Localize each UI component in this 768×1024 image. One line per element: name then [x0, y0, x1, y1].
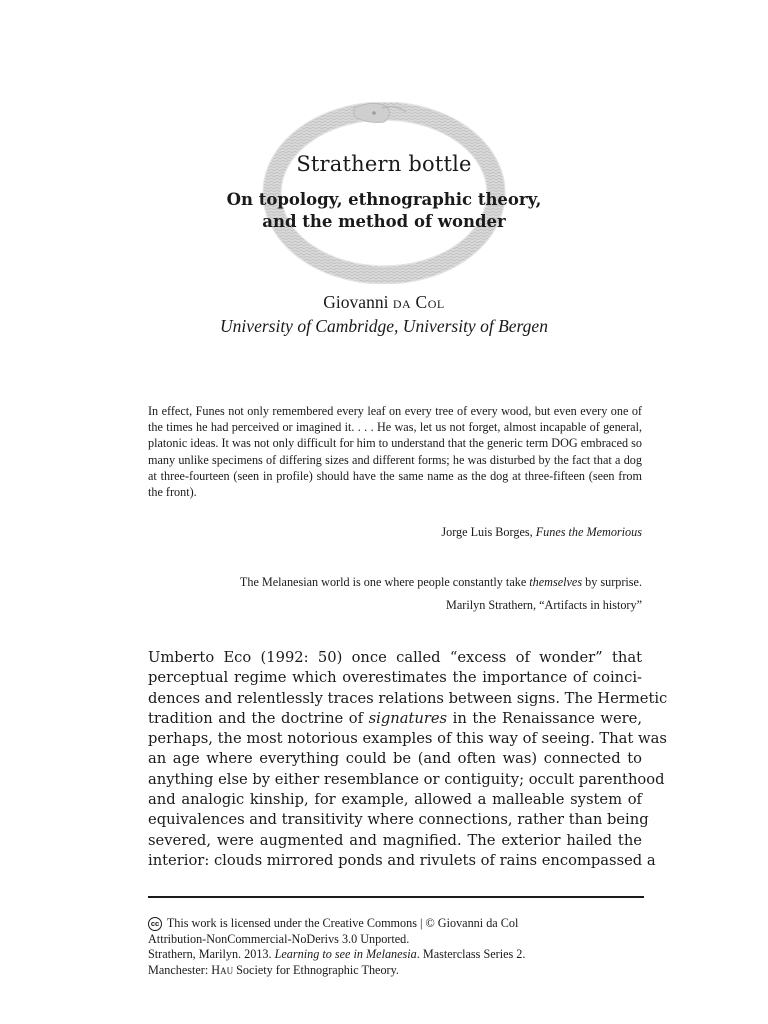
- body-line: an age where everything could be (and often was) connected to: [148, 750, 642, 768]
- epigraph-text-end: by surprise.: [582, 575, 642, 589]
- citation-line: [148, 947, 642, 963]
- author-affiliation: University of Cambridge, University of Bergen: [220, 316, 548, 336]
- author-name: [0, 292, 768, 313]
- attribution-work-title: Funes the Memorious: [535, 525, 642, 539]
- publisher-name: Hau: [211, 962, 234, 977]
- license-line-2: Attribution-NonCommercial-NoDerivs 3.0 Unported.: [148, 931, 410, 946]
- body-paragraph: [148, 648, 668, 871]
- epigraph-borges: In effect, Funes not only remembered every leaf on every tree of every wood, but even every one of the times he had perceived or imagined it. . . . He was, let us not forget, almost incapable of general, platonic ideas. It was not only difficult for him to understand that the generic term DOG embraced so many unlike specimens of differing sizes and different forms; he was disturbed by the fact that a dog at three-fourteen (seen in profile) should have the same name as the dog at three-fifteen (seen from the front).: [148, 404, 642, 500]
- body-line: tradition and the doctrine of signatures in the Renaissance were,: [148, 709, 643, 727]
- citation-series: . Masterclass Series 2.: [416, 947, 526, 961]
- epigraph-emphasis: themselves: [529, 575, 583, 589]
- publisher-line: [148, 963, 642, 979]
- footer-license: [148, 916, 642, 978]
- footer-divider: [148, 896, 644, 898]
- attribution-author: Jorge Luis Borges,: [441, 525, 536, 539]
- body-line: perceptual regime which overestimates the importance of coinci-: [148, 669, 642, 687]
- epigraph-strathern-attribution: Marilyn Strathern, “Artifacts in history”: [446, 598, 642, 612]
- article-subtitle-line-2: and the method of wonder: [262, 212, 506, 231]
- epigraph-strathern: [148, 575, 642, 590]
- author-family-name: Col: [415, 292, 445, 312]
- publisher-rest: Society for Ethnographic Theory.: [233, 962, 399, 977]
- body-line: dences and relentlessly traces relations between signs. The Hermetic: [148, 689, 668, 707]
- body-line: equivalences and transitivity where connections, rather than being: [148, 811, 649, 829]
- citation-title: Learning to see in Melanesia: [274, 947, 417, 961]
- creative-commons-icon: cc: [148, 917, 162, 931]
- author-given-name: Giovanni: [323, 292, 389, 312]
- epigraph-text: The Melanesian world is one where people constantly take: [239, 575, 530, 589]
- publisher-city: Manchester:: [148, 962, 212, 977]
- body-line: severed, were augmented and magnified. The exterior hailed the: [148, 831, 642, 849]
- epigraph-borges-attribution: [441, 525, 642, 540]
- author-family-prefix: da: [392, 292, 412, 312]
- body-line: and analogic kinship, for example, allowed a malleable system of: [148, 791, 642, 809]
- body-line: perhaps, the most notorious examples of this way of seeing. That was: [148, 730, 667, 748]
- article-subtitle-line-1: On topology, ethnographic theory,: [226, 190, 542, 209]
- body-line: Umberto Eco (1992: 50) once called “excess of wonder” that: [148, 649, 642, 666]
- body-line: interior: clouds mirrored ponds and rivulets of rains encompassed a: [148, 851, 656, 869]
- license-text: This work is licensed under the Creative Commons | © Giovanni da Col: [164, 916, 519, 930]
- citation-prefix: Strathern, Marilyn. 2013.: [148, 947, 275, 961]
- body-line: anything else by either resemblance or contiguity; occult parenthood: [148, 770, 665, 788]
- article-title: Strathern bottle: [296, 152, 472, 176]
- license-line-1: [148, 916, 642, 932]
